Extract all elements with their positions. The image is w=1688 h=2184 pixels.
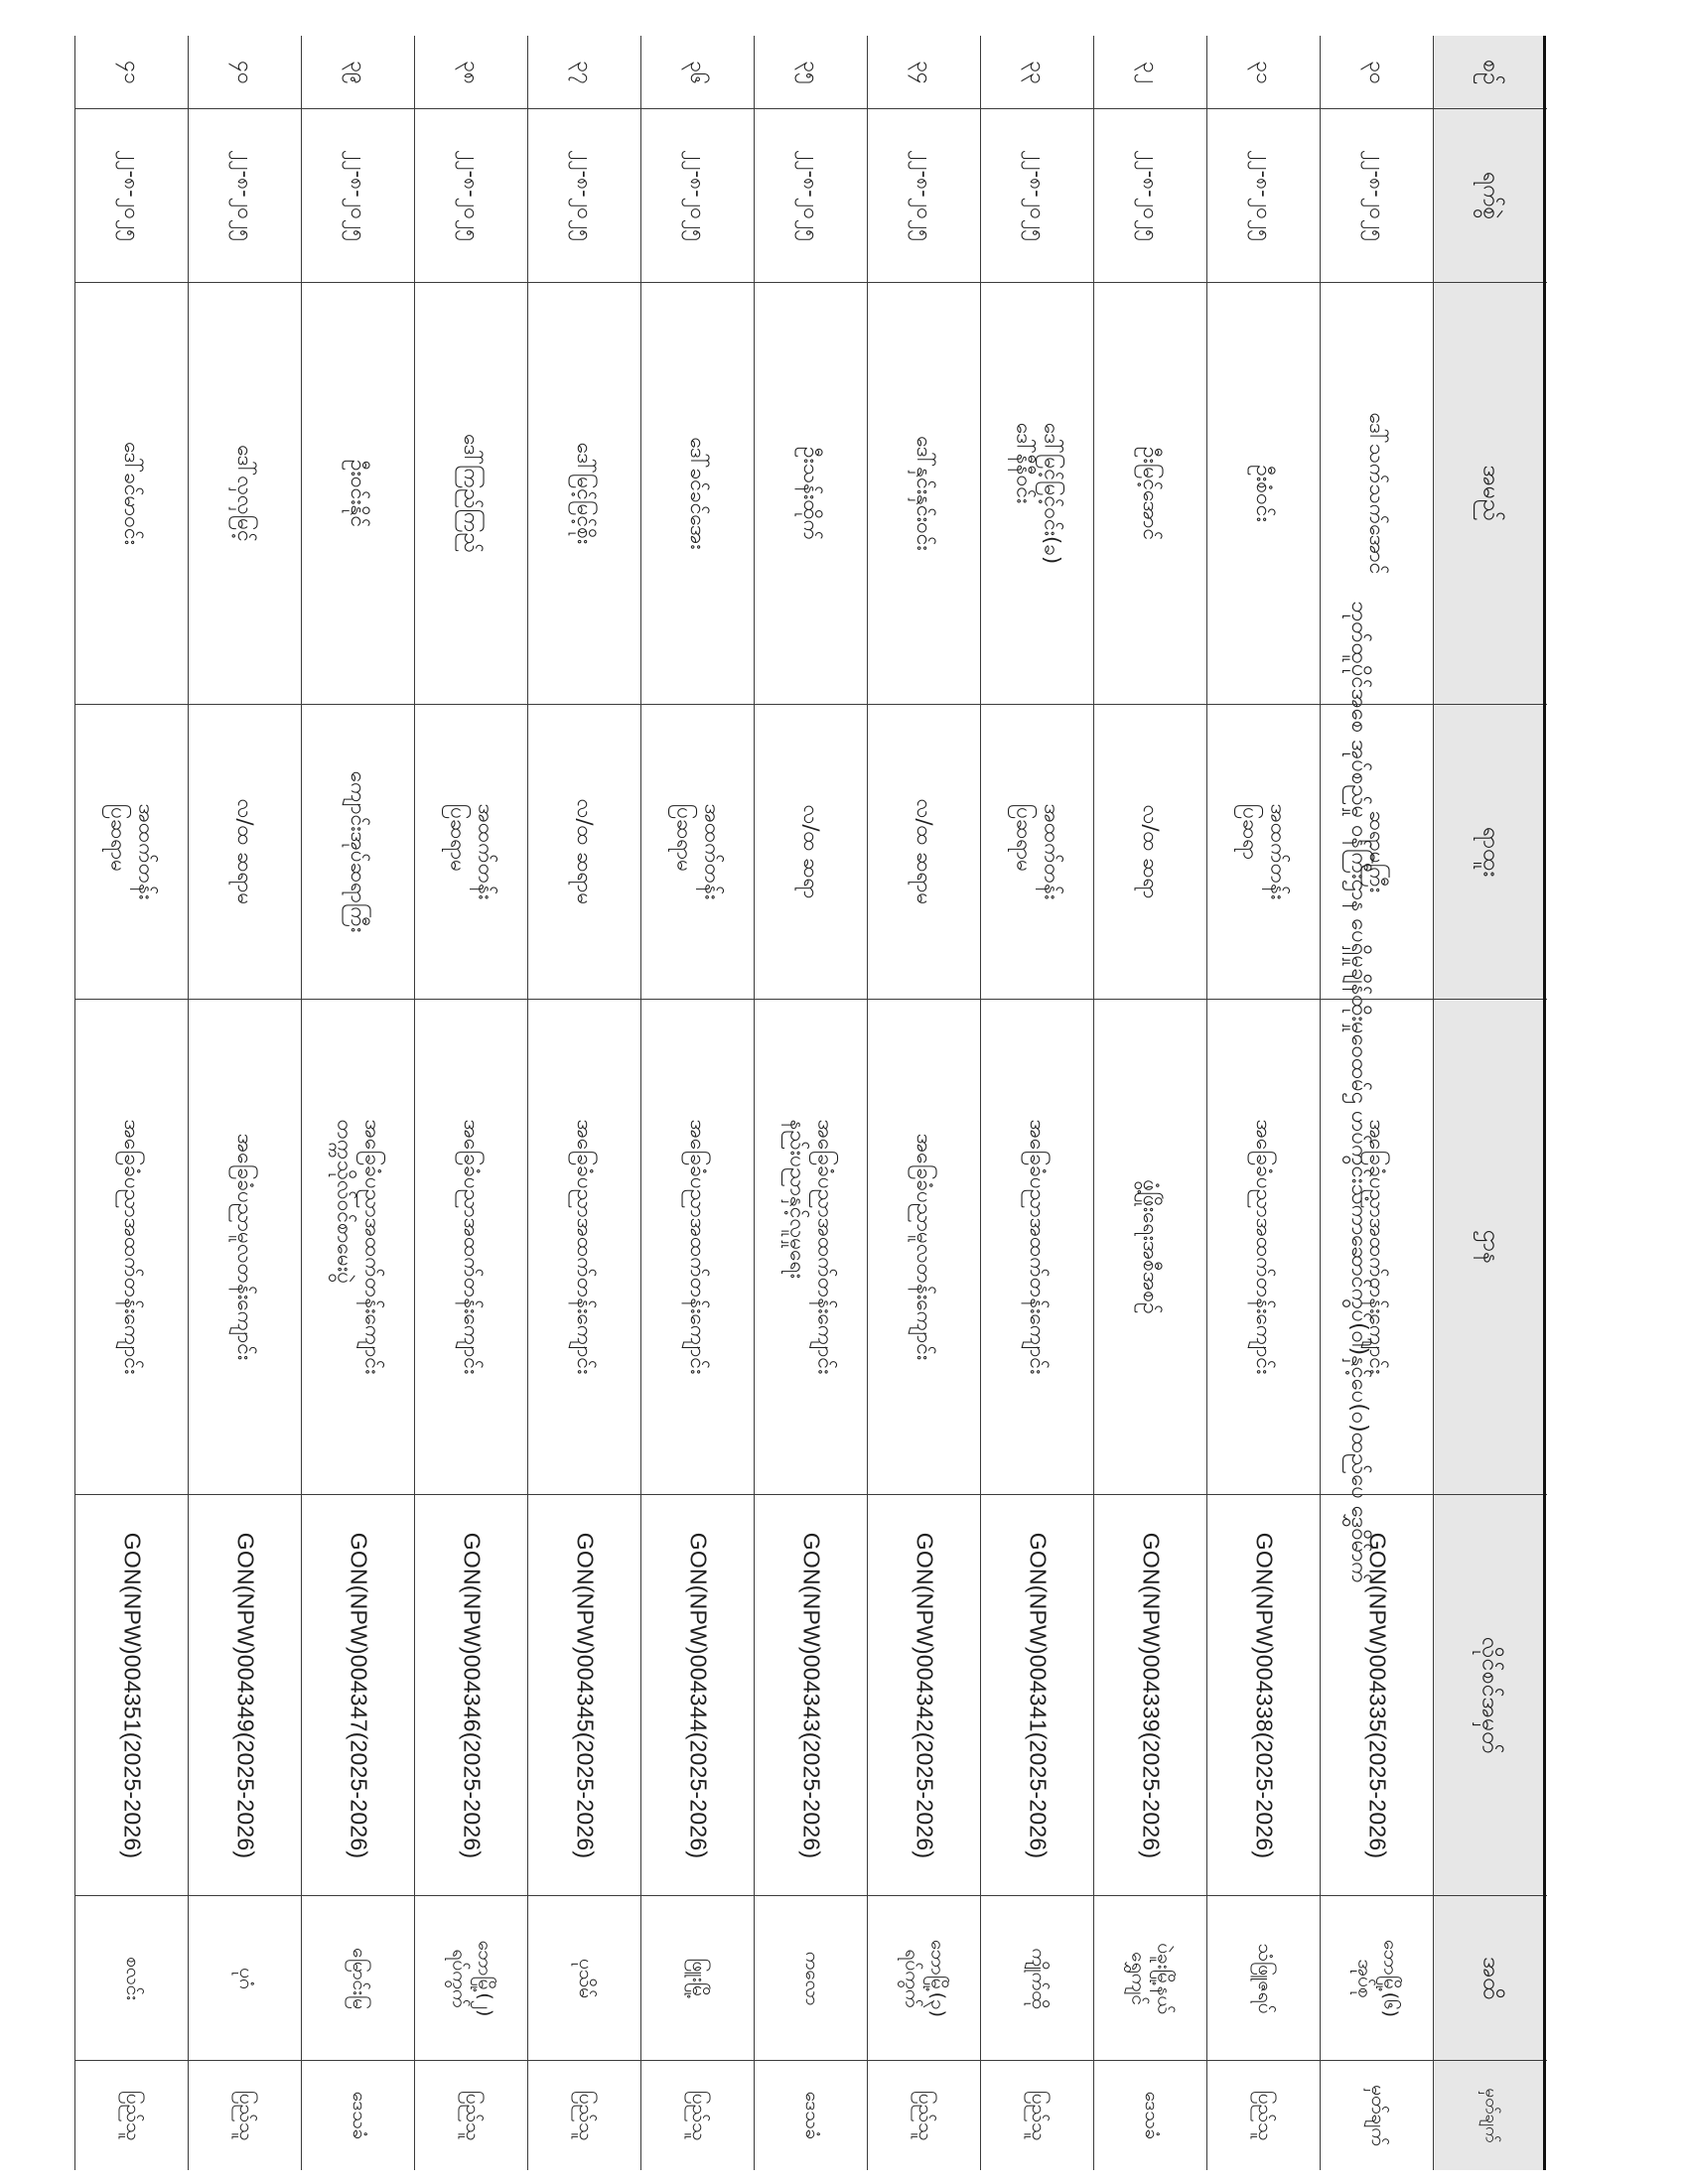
row-department: အခြေခံပညာအထက်တန်းကျောင်း xyxy=(75,1000,189,1495)
row-license: GON(NPW)004342(2025-2026) xyxy=(868,1495,981,1896)
table-row xyxy=(1320,36,1433,2170)
row-location: ကျိုက်ထို xyxy=(981,1896,1094,2061)
row-department: အခြေခံပညာအထက်တန်းကျောင်း xyxy=(641,1000,755,1495)
row-location: ဘောမြို့(၃) ရပ်ကွက် xyxy=(868,1896,981,2061)
row-location: ဘောမြို့(၂) ရပ်ကွက် xyxy=(415,1896,528,2061)
row-no: ၃၀ xyxy=(1321,36,1434,109)
row-name: ဒေါ်ကြည်ကြည် xyxy=(415,283,528,705)
row-date: ၂၂-၈-၂၀၂၅ xyxy=(868,109,981,283)
row-rank: လ/ထ ဆရာ xyxy=(755,705,868,1000)
row-license: GON(NPW)004346(2025-2026) xyxy=(415,1495,528,1896)
row-rank: လ/ထ ဆရာမ xyxy=(528,705,641,1000)
table-row xyxy=(74,36,188,2170)
row-remark: ပြည်သူ xyxy=(687,2090,710,2141)
row-license: GON(NPW)004345(2025-2026) xyxy=(528,1495,641,1896)
row-name: ဒေါ်ခင်မာဝင်း xyxy=(75,283,189,705)
table-row xyxy=(980,36,1093,2170)
table-row xyxy=(527,36,640,2170)
page-title: ဘုတ်ထူပိုင်အစေ အုပ်စည်မှု ဝန်ကြီးဌာန ပေရှိမှုချိန်ထိုးမှုဝေထမ်ဌ ဟပ်ကွင်းသံကာဆောင်ကွပ်(ဝါ)နှင့်ပေ(ဝ)ထည်ပေ ဒွှေဝိမ်ာက် xyxy=(1346,601,1371,1583)
row-rank: အထက်တန်း ပြဆရာ xyxy=(1207,705,1321,1000)
row-name: ဒေါ်ခင်ခင်အေး xyxy=(641,283,755,705)
row-name: ဒေါ်မြင့်မြင့်စိုး xyxy=(528,283,641,705)
row-remark: ပြည်သူ xyxy=(461,2090,484,2141)
row-name: ဒေါ်နှင်းနှင်းဝင်း xyxy=(868,283,981,705)
row-location: ဖြူးမြို့ xyxy=(641,1896,755,2061)
row-remark: ပြည်သူ xyxy=(914,2090,936,2141)
row-department: အခြေခံပညာအထက်တန်းကျောင်း xyxy=(981,1000,1094,1495)
row-department: အခြေခံပညာမူလတန်းကျောင်း xyxy=(868,1000,981,1495)
row-date: ၂၂-၈-၂၀၂၅ xyxy=(1094,109,1207,283)
license-table xyxy=(70,36,1546,2170)
header-cell-date: ရက်စွဲ xyxy=(1434,109,1547,283)
row-date: ၂၂-၈-၂၀၂၅ xyxy=(755,109,868,283)
header-cell-license: လိုင်စင်အမှတ် xyxy=(1434,1495,1547,1896)
header-cell-department: ဌာန xyxy=(1434,1000,1547,1495)
row-location: မြောင်းမြ xyxy=(302,1896,415,2061)
row-remark: ပြည်သူ xyxy=(1027,2090,1050,2141)
row-location: ပုဂံ xyxy=(189,1896,302,2061)
table-row xyxy=(1206,36,1320,2170)
row-rank: အထက်တန်း ပြဆရာမ xyxy=(415,705,528,1000)
row-rank: ကျောင်းအုပ်ဆရာကြီး xyxy=(302,705,415,1000)
row-rank: အထက်တန်း ပြဆရာမ xyxy=(75,705,189,1000)
row-no: ၃၉ xyxy=(302,36,415,109)
row-no: ၃၅ xyxy=(755,36,868,109)
row-location: သံဖြူဇရပ် xyxy=(1207,1896,1321,2061)
row-date: ၂၂-၈-၂၀၂၅ xyxy=(189,109,302,283)
row-department: အခြေခံပညာအထက်တန်းကျောင်း နည်းပညာနှင့်လူမှုရေး xyxy=(755,1000,868,1495)
row-department: အခြေခံပညာအထက်တန်းကျောင်း xyxy=(415,1000,528,1495)
row-remark: မှတ်ချက် xyxy=(1366,2085,1389,2146)
row-no: ၃၈ xyxy=(415,36,528,109)
row-location: ဘောမြို့(၆) အုပ်စု xyxy=(1321,1896,1434,2061)
row-rank: လ/ထ ဆရာမ xyxy=(868,705,981,1000)
row-location: ပုသိမ် xyxy=(528,1896,641,2061)
row-rank: ဆရာမကြီး xyxy=(1321,705,1434,1000)
table-row xyxy=(640,36,754,2170)
row-license: GON(NPW)004347(2025-2026) xyxy=(302,1495,415,1896)
row-no: ၃၁ xyxy=(1207,36,1321,109)
row-no: ၄၁ xyxy=(75,36,189,109)
table-row xyxy=(301,36,414,2170)
row-name: ဦးစံဝင်း xyxy=(1207,283,1321,705)
row-remark: ပြည်သူ xyxy=(121,2090,144,2141)
row-no: ၃၇ xyxy=(528,36,641,109)
row-department: အခြေခံပညာအထက်တန်းကျောင်း xyxy=(528,1000,641,1495)
row-remark: ပြည်သူ xyxy=(234,2090,257,2141)
row-license: GON(NPW)004349(2025-2026) xyxy=(189,1495,302,1896)
row-name: ဒေါ်သက်သက်အောင် xyxy=(1321,283,1434,705)
row-rank: အထက်တန်း ပြဆရာမ xyxy=(641,705,755,1000)
row-department: အခြေခံပညာအထက်တန်းကျောင်း တက္ကသိုလ်ဝင်စာမေးပွဲ xyxy=(302,1000,415,1495)
row-license: GON(NPW)004341(2025-2026) xyxy=(981,1495,1094,1896)
header-cell-remark: မှတ်ချက် xyxy=(1480,2088,1501,2143)
table-header-row xyxy=(1433,36,1546,2170)
row-name: ဦးဝင်းနိုင် xyxy=(302,283,415,705)
row-remark: ဒေသခံ xyxy=(1140,2091,1163,2140)
row-date: ၂၂-၈-၂၀၂၅ xyxy=(981,109,1094,283)
table-row xyxy=(188,36,301,2170)
row-remark: ဒေသခံ xyxy=(800,2091,823,2140)
header-cell-rank: ရာထူး xyxy=(1434,705,1547,1000)
row-date: ၂၂-၈-၂၀၂၅ xyxy=(528,109,641,283)
row-no: ၃၆ xyxy=(641,36,755,109)
row-license: GON(NPW)004344(2025-2026) xyxy=(641,1495,755,1896)
row-license: GON(NPW)004351(2025-2026) xyxy=(75,1495,189,1896)
row-date: ၂၂-၈-၂၀၂၅ xyxy=(75,109,189,283)
table-row xyxy=(754,36,867,2170)
row-department: အခြေခံပညာအထက်တန်းကျောင်း xyxy=(1207,1000,1321,1495)
row-remark: ပြည်သူ xyxy=(574,2090,597,2141)
row-remark: ဒေသခံ xyxy=(348,2091,370,2140)
row-license: GON(NPW)004338(2025-2026) xyxy=(1207,1495,1321,1896)
row-name: ဒေါ်လှလှမြင့် xyxy=(189,283,302,705)
row-date: ၂၂-၈-၂၀၂၅ xyxy=(302,109,415,283)
row-license: GON(NPW)004335(2025-2026) xyxy=(1321,1495,1434,1896)
row-date: ၂၂-၈-၂၀၂၅ xyxy=(1321,109,1434,283)
header-cell-location: အထိ xyxy=(1434,1896,1547,2061)
row-location: စလင်း xyxy=(75,1896,189,2061)
row-date: ၂၂-၈-၂၀၂၅ xyxy=(415,109,528,283)
row-name: ဦးမြင့်အောင် xyxy=(1094,283,1207,705)
row-department: အခြေခံပညာအထက်တန်းကျောင်း xyxy=(1321,1000,1434,1495)
row-department: အခြေခံပညာမူလတန်းကျောင်း xyxy=(189,1000,302,1495)
row-location: ကလော xyxy=(755,1896,868,2061)
row-no: ၃၂ xyxy=(1094,36,1207,109)
header-cell-name: အမည် xyxy=(1434,283,1547,705)
row-rank: လ/ထ ဆရာ xyxy=(1094,705,1207,1000)
row-location: ပဲခူးမြို့နယ် ရွှေကျင် xyxy=(1094,1896,1207,2061)
table-row xyxy=(414,36,527,2170)
row-rank: လ/ထ ဆရာမ xyxy=(189,705,302,1000)
row-no: ၃၄ xyxy=(868,36,981,109)
row-remark: ပြည်သူ xyxy=(1253,2090,1276,2141)
row-license: GON(NPW)004339(2025-2026) xyxy=(1094,1495,1207,1896)
row-date: ၂၂-၈-၂၀၂၅ xyxy=(641,109,755,283)
row-license: GON(NPW)004343(2025-2026) xyxy=(755,1495,868,1896)
row-name: ဦးသန်းထိုက် xyxy=(755,283,868,705)
header-cell-no: စဉ် xyxy=(1434,36,1547,109)
row-no: ၃၃ xyxy=(981,36,1094,109)
row-date: ၂၂-၈-၂၀၂၅ xyxy=(1207,109,1321,283)
table-row xyxy=(1093,36,1206,2170)
table-row xyxy=(867,36,980,2170)
row-name: ဒေါ်မြင့်မြင့်ဝင်း(ခ) ဒေါ်နီနီဝင်း xyxy=(981,283,1094,705)
row-department: ဖွံ့ဖြိုးရေးအစီအစဉ် xyxy=(1094,1000,1207,1495)
row-rank: အထက်တန်း ပြဆရာမ xyxy=(981,705,1094,1000)
row-no: ၄၀ xyxy=(189,36,302,109)
